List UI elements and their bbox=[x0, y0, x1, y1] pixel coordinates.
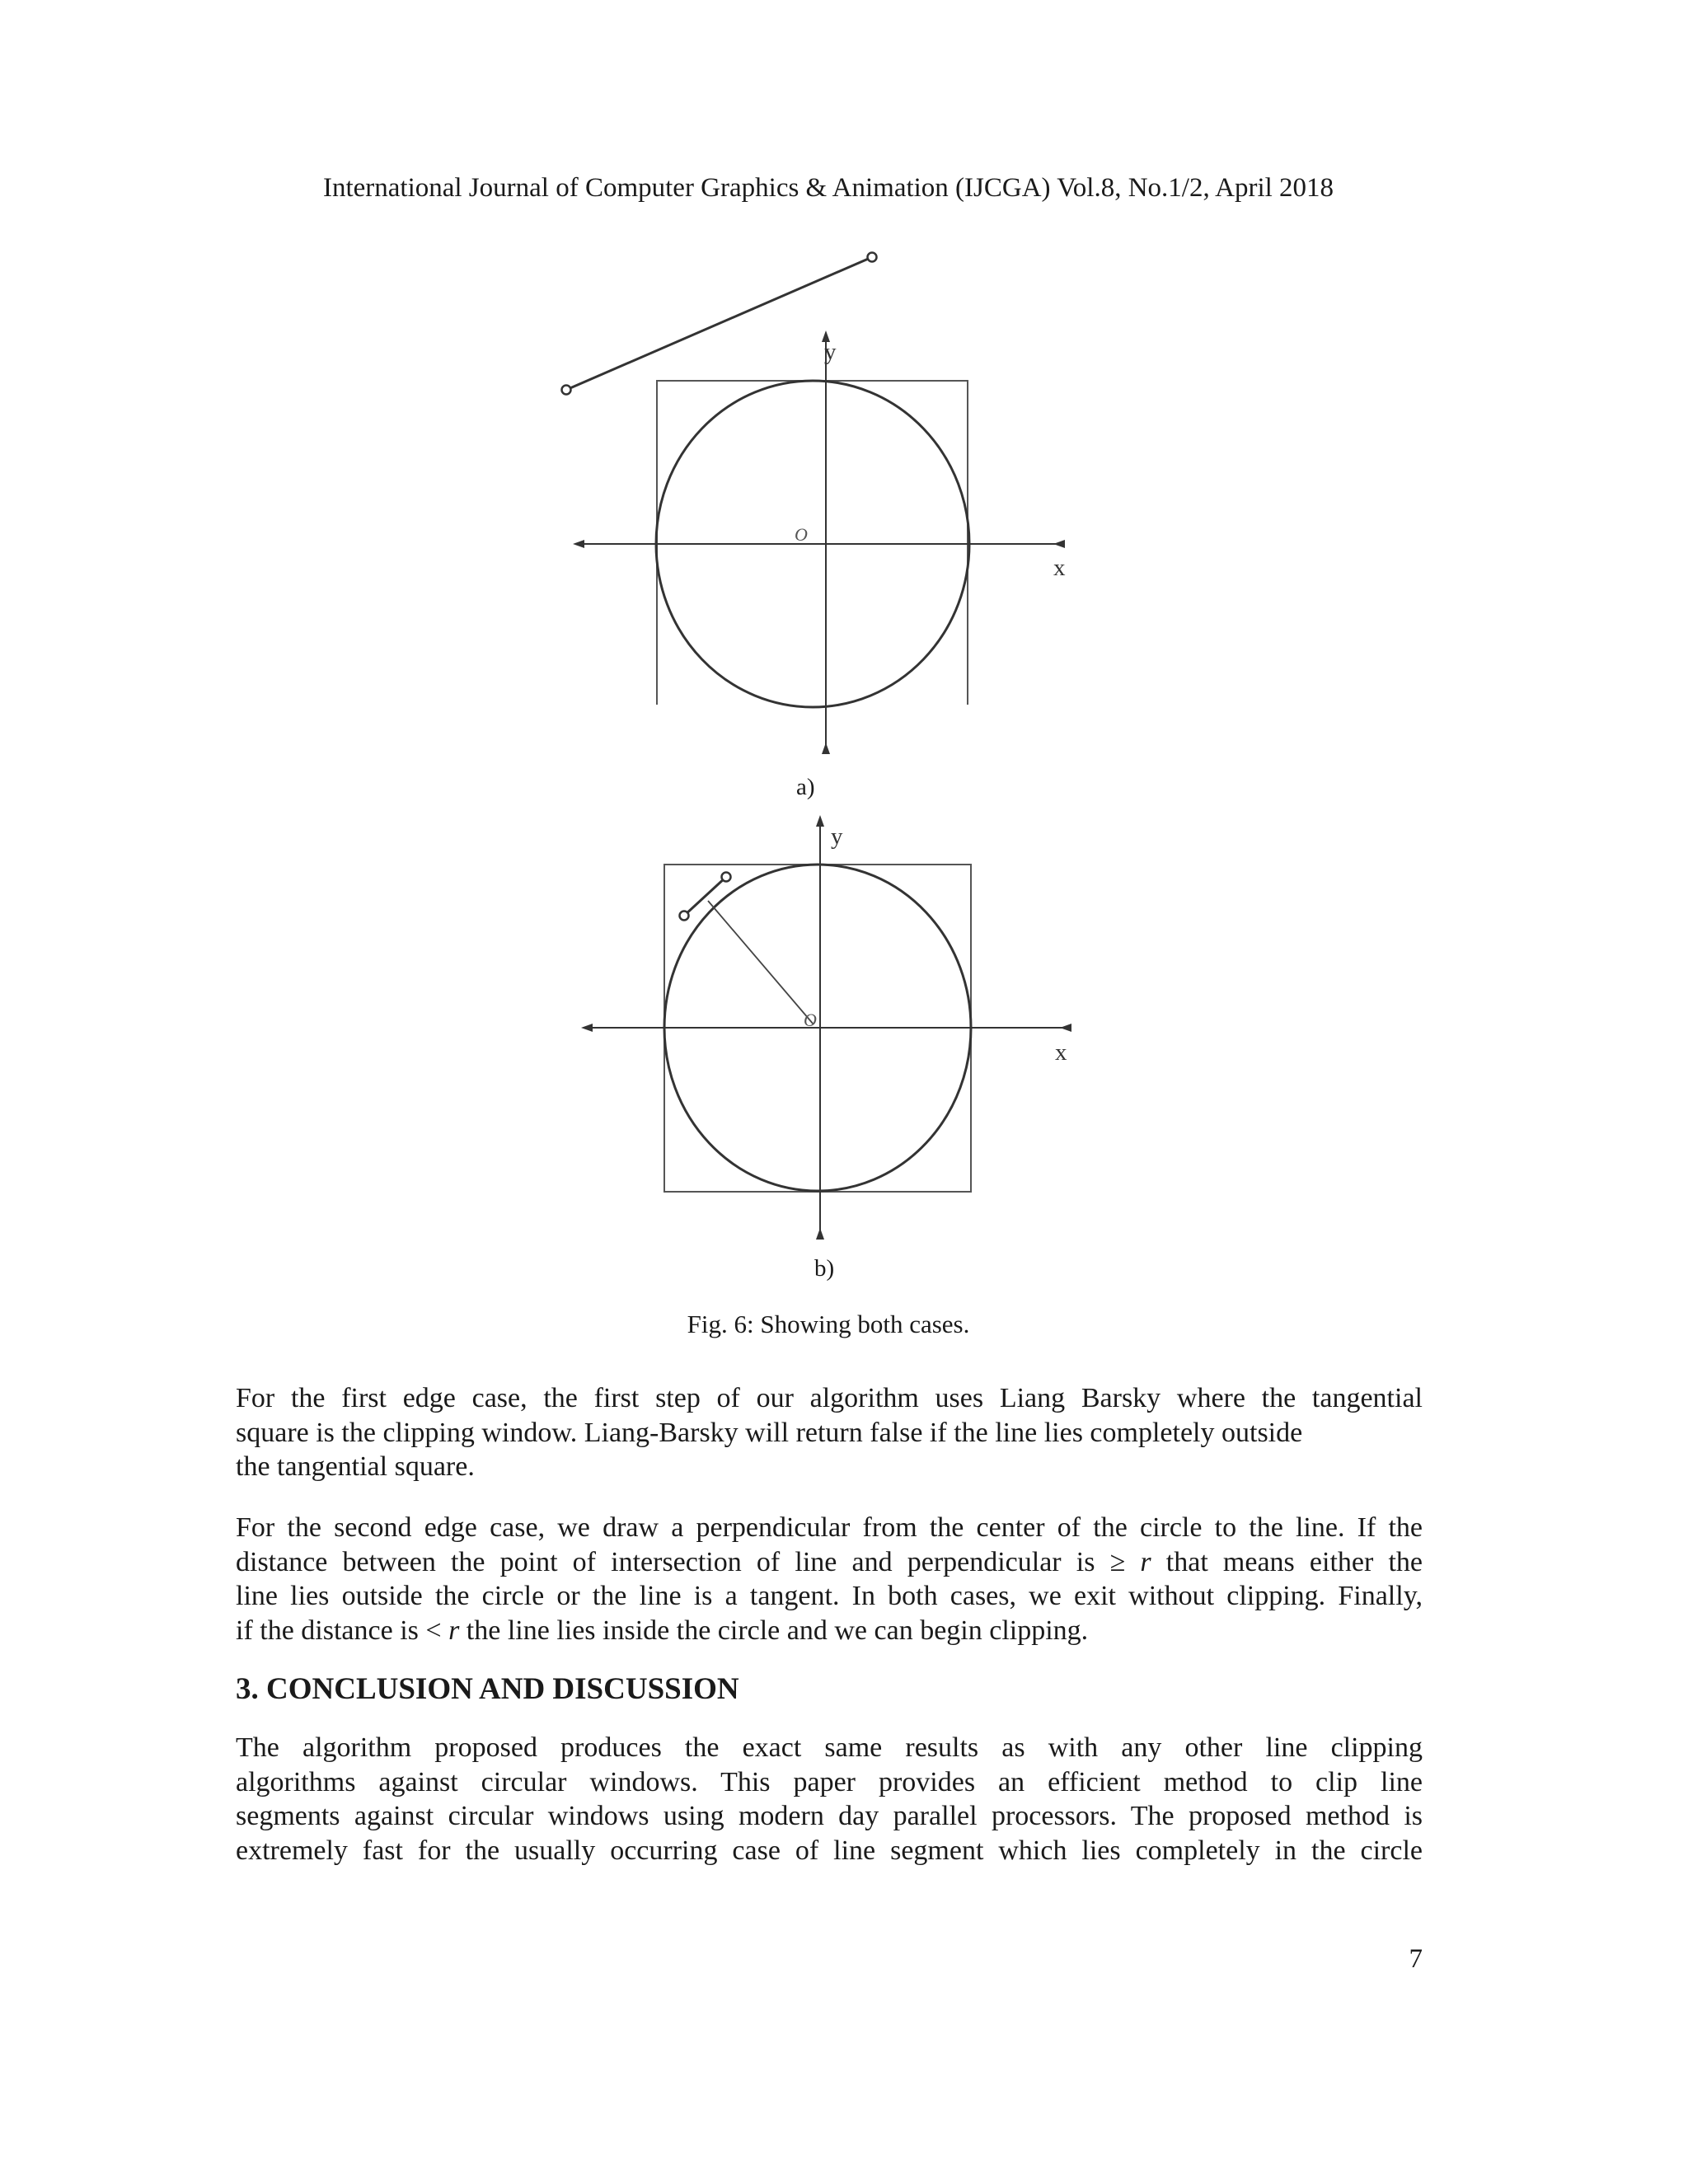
paragraph-line bbox=[236, 1545, 1423, 1580]
panel-b-y-label: y bbox=[831, 823, 843, 850]
panel-b-label: b) bbox=[814, 1255, 835, 1282]
panel-b-endpoint-end bbox=[722, 873, 731, 882]
text-run: the line lies inside the circle and we can begin clipping. bbox=[459, 1615, 1089, 1646]
running-header: International Journal of Computer Graphics & Animation (IJCGA) Vol.8, No.1/2, April 2018 bbox=[322, 173, 1334, 203]
text-run: that means either the bbox=[1151, 1546, 1423, 1577]
paragraph-line: extremely fast for the usually occurring case of line segment which lies completely in the circle bbox=[236, 1835, 1423, 1866]
paragraph-second-edge-case bbox=[236, 1511, 1423, 1647]
panel-a-diagram bbox=[562, 253, 1067, 749]
paragraph-line bbox=[236, 1614, 1423, 1648]
panel-a-origin-label: O bbox=[795, 524, 808, 545]
panel-a-tangential-square bbox=[657, 381, 968, 705]
panel-a-y-label: y bbox=[824, 339, 837, 365]
paragraph-line: For the first edge case, the first step of our algorithm uses Liang Barsky where the tangential bbox=[236, 1383, 1423, 1413]
paragraph-line: The algorithm proposed produces the exact same results as with any other line clipping bbox=[236, 1732, 1423, 1763]
panel-b-endpoint-start bbox=[680, 912, 689, 921]
page-number: 7 bbox=[1409, 1944, 1423, 1974]
paragraph-line: the tangential square. bbox=[236, 1451, 475, 1482]
paragraph-line: algorithms against circular windows. This paper provides an efficient method to clip line bbox=[236, 1766, 1423, 1797]
panel-b-segment-line bbox=[684, 877, 726, 916]
paragraph-line: For the second edge case, we draw a perpendicular from the center of the circle to the line. If the bbox=[236, 1512, 1423, 1543]
panel-b-perpendicular bbox=[708, 901, 814, 1024]
panel-a-label: a) bbox=[796, 774, 815, 800]
panel-b-origin-label: O bbox=[804, 1010, 817, 1030]
figure-caption: Fig. 6: Showing both cases. bbox=[687, 1310, 970, 1338]
section-heading: 3. CONCLUSION AND DISCUSSION bbox=[236, 1672, 739, 1706]
paragraph-line: square is the clipping window. Liang-Barsky will return false if the line lies completely outside bbox=[236, 1417, 1303, 1448]
variable-r: r bbox=[1140, 1546, 1151, 1577]
text-run: if the distance is < bbox=[236, 1615, 449, 1646]
panel-b-x-label: x bbox=[1055, 1039, 1067, 1066]
panel-b-diagram bbox=[587, 821, 1067, 1234]
panel-a-endpoint-end bbox=[868, 253, 877, 262]
panel-a-x-label: x bbox=[1053, 555, 1066, 581]
variable-r: r bbox=[448, 1615, 460, 1646]
paragraph-line: line lies outside the circle or the line is a tangent. In both cases, we exit without clipping. Finally, bbox=[236, 1581, 1423, 1611]
paragraph-first-edge-case bbox=[236, 1381, 1423, 1484]
panel-a-endpoint-start bbox=[562, 386, 571, 395]
paragraph-line: segments against circular windows using modern day parallel processors. The proposed method is bbox=[236, 1801, 1423, 1831]
paragraph-conclusion bbox=[236, 1731, 1423, 1868]
text-run: distance between the point of intersection of line and perpendicular is ≥ bbox=[236, 1546, 1141, 1577]
